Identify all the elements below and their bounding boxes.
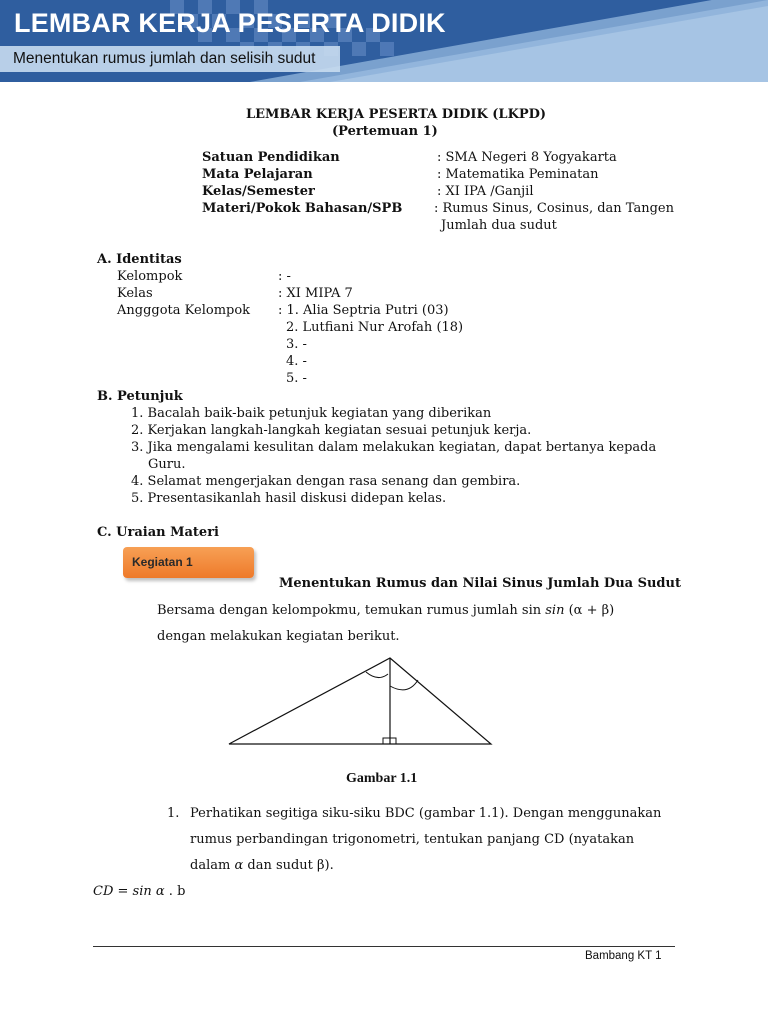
petunjuk-item-1: 1. Bacalah baik-baik petunjuk kegiatan yang diberikan xyxy=(131,406,492,421)
kegiatan-badge xyxy=(123,547,254,578)
section-c-heading: C. Uraian Materi xyxy=(97,525,219,540)
petunjuk-item-3: 3. Jika mengalami kesulitan dalam melakukan kegiatan, dapat bertanya kepada xyxy=(131,440,657,455)
question-1-line2: rumus perbandingan trigonometri, tentukan panjang CD (nyatakan xyxy=(190,832,635,847)
petunjuk-item-3-cont: Guru. xyxy=(148,457,186,472)
question-1-line3 xyxy=(190,857,334,874)
question-1-line3-a: dalam xyxy=(190,858,235,873)
question-1-line1: Perhatikan segitiga siku-siku BDC (gambar 1.1). Dengan menggunakan xyxy=(190,806,662,821)
identitas-member-3: 3. - xyxy=(286,337,307,352)
answer-lhs: CD xyxy=(93,884,114,899)
activity-intro-text: Bersama dengan kelompokmu, temukan rumus jumlah sin xyxy=(157,603,546,618)
meeting-label: (Pertemuan 1) xyxy=(332,124,438,139)
identitas-label-kelas: Kelas xyxy=(117,286,153,301)
info-value-materi-2: Jumlah dua sudut xyxy=(441,218,557,233)
identitas-value-kelompok: : - xyxy=(278,269,291,284)
header-banner xyxy=(0,0,768,82)
question-1-alpha: α xyxy=(234,858,244,873)
section-a-heading: A. Identitas xyxy=(97,252,182,267)
answer-eq: = xyxy=(113,884,133,899)
banner-subtitle: Menentukan rumus jumlah dan selisih sudut xyxy=(13,50,316,67)
info-label-materi: Materi/Pokok Bahasan/SPB xyxy=(202,201,403,216)
kegiatan-badge-label: Kegiatan 1 xyxy=(132,555,193,569)
footer-author-page: Bambang KT 1 xyxy=(585,950,662,962)
document-title: LEMBAR KERJA PESERTA DIDIK (LKPD) xyxy=(246,107,547,122)
intro-math-sin: sin xyxy=(545,603,565,618)
question-1-number: 1. xyxy=(167,806,180,821)
section-b-heading: B. Petunjuk xyxy=(97,389,183,404)
identitas-label-anggota: Angggota Kelompok xyxy=(117,303,251,318)
petunjuk-item-5: 5. Presentasikanlah hasil diskusi didepan kelas. xyxy=(131,491,447,506)
answer-rest: . b xyxy=(164,884,186,899)
identitas-value-kelas: : XI MIPA 7 xyxy=(278,286,353,301)
activity-intro xyxy=(157,602,614,619)
identitas-member-4: 4. - xyxy=(286,354,307,369)
banner-title: LEMBAR KERJA PESERTA DIDIK xyxy=(14,8,446,38)
intro-math-paren: (α + β) xyxy=(564,603,615,618)
petunjuk-item-4: 4. Selamat mengerjakan dengan rasa senang dan gembira. xyxy=(131,474,521,489)
figure-caption: Gambar 1.1 xyxy=(346,771,418,786)
answer-line xyxy=(93,883,185,900)
footer-divider xyxy=(93,946,675,947)
answer-sin: sin α xyxy=(132,884,165,899)
activity-title: Menentukan Rumus dan Nilai Sinus Jumlah Dua Sudut xyxy=(279,576,681,591)
info-value-mapel: : Matematika Peminatan xyxy=(437,167,599,182)
angle-alpha-arc xyxy=(366,672,388,678)
identitas-label-kelompok: Kelompok xyxy=(117,269,183,284)
info-label-mapel: Mata Pelajaran xyxy=(202,167,313,182)
petunjuk-item-2: 2. Kerjakan langkah-langkah kegiatan sesuai petunjuk kerja. xyxy=(131,423,532,438)
triangle-outline xyxy=(229,658,491,744)
info-value-kelas: : XI IPA /Ganjil xyxy=(437,184,534,199)
activity-intro-line2: dengan melakukan kegiatan berikut. xyxy=(157,629,400,644)
info-value-satuan: : SMA Negeri 8 Yogyakarta xyxy=(437,150,617,165)
triangle-figure xyxy=(220,650,510,754)
identitas-member-1: : 1. Alia Septria Putri (03) xyxy=(278,303,449,318)
info-value-materi: : Rumus Sinus, Cosinus, dan Tangen xyxy=(434,201,674,216)
info-label-satuan: Satuan Pendidikan xyxy=(202,150,340,165)
info-label-kelas: Kelas/Semester xyxy=(202,184,315,199)
angle-beta-arc xyxy=(390,680,418,690)
identitas-member-5: 5. - xyxy=(286,371,307,386)
identitas-member-2: 2. Lutfiani Nur Arofah (18) xyxy=(286,320,464,335)
question-1-line3-b: dan sudut β). xyxy=(243,858,334,873)
